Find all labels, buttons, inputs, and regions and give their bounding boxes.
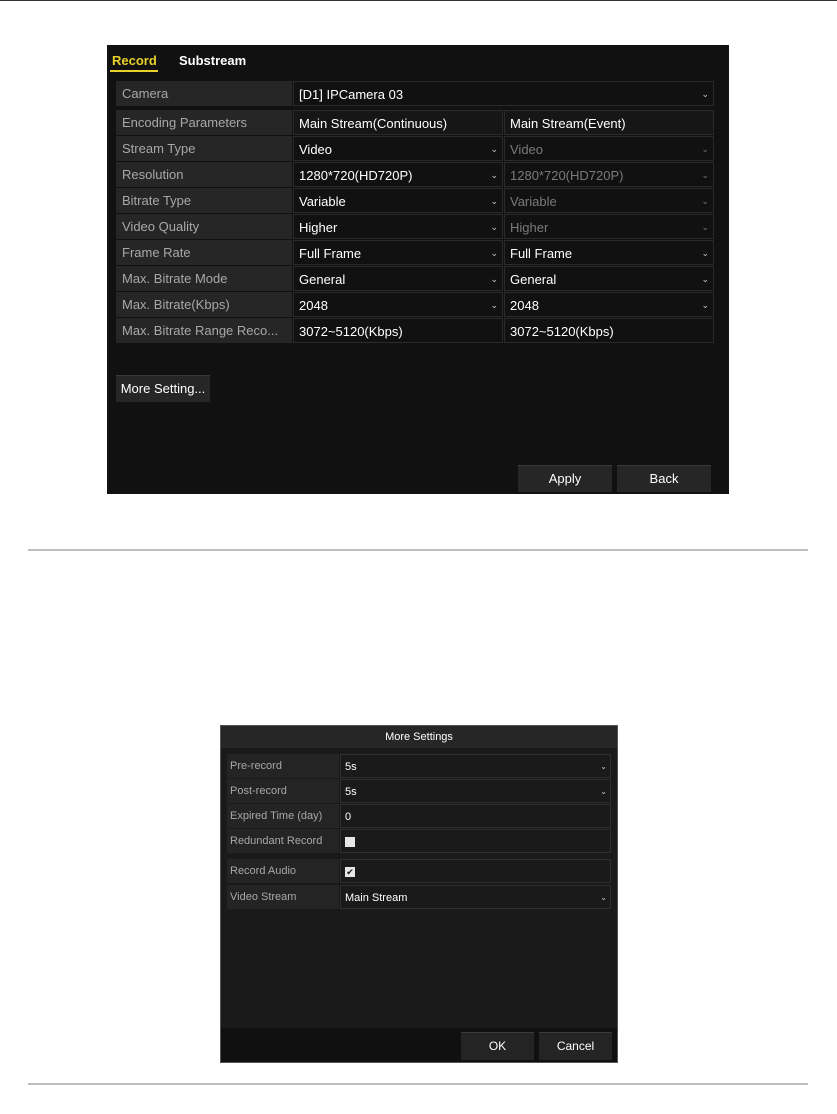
max-bitrate-mode-row <box>116 266 714 292</box>
max-bitrate-range-event-value: 3072~5120(Kbps) <box>504 318 714 343</box>
video-quality-event-value: Higher <box>510 220 549 235</box>
video-stream-select[interactable] <box>340 885 611 909</box>
redundant-record-label: Redundant Record <box>227 829 339 853</box>
resolution-continuous-select[interactable] <box>293 162 503 187</box>
video-quality-event-select <box>504 214 714 239</box>
resolution-event-value: 1280*720(HD720P) <box>510 168 624 183</box>
chevron-down-icon: ⌄ <box>490 196 498 206</box>
max-bitrate-mode-continuous-value: General <box>299 272 346 287</box>
max-bitrate-label: Max. Bitrate(Kbps) <box>116 292 292 317</box>
checkmark-icon: ✔ <box>346 867 354 877</box>
bitrate-type-label: Bitrate Type <box>116 188 292 213</box>
pre-record-label: Pre-record <box>227 754 339 778</box>
chevron-down-icon: ⌄ <box>600 893 607 902</box>
cancel-button[interactable]: Cancel <box>539 1032 612 1060</box>
max-bitrate-range-row <box>116 318 714 344</box>
main-stream-event-header: Main Stream(Event) <box>504 110 714 135</box>
tab-substream[interactable]: Substream <box>179 53 247 68</box>
chevron-down-icon: ⌄ <box>490 144 498 154</box>
frame-rate-continuous-select[interactable] <box>293 240 503 265</box>
bottom-divider <box>28 1083 808 1085</box>
chevron-down-icon: ⌄ <box>701 222 709 232</box>
stream-type-continuous-select[interactable] <box>293 136 503 161</box>
max-bitrate-continuous-select[interactable] <box>293 292 503 317</box>
frame-rate-row <box>116 240 714 266</box>
chevron-down-icon: ⌄ <box>600 787 607 796</box>
top-page-rule <box>0 0 837 1</box>
max-bitrate-range-continuous-value: 3072~5120(Kbps) <box>293 318 503 343</box>
post-record-row <box>227 779 611 804</box>
camera-select[interactable] <box>293 81 714 106</box>
dialog-footer <box>221 1028 617 1062</box>
record-audio-cell <box>340 859 611 883</box>
chevron-down-icon: ⌄ <box>490 248 498 258</box>
video-stream-row <box>227 885 611 910</box>
redundant-record-checkbox[interactable] <box>345 837 355 847</box>
post-record-value: 5s <box>345 786 357 798</box>
bitrate-type-continuous-select[interactable] <box>293 188 503 213</box>
bitrate-type-continuous-value: Variable <box>299 194 346 209</box>
frame-rate-label: Frame Rate <box>116 240 292 265</box>
chevron-down-icon: ⌄ <box>701 170 709 180</box>
chevron-down-icon: ⌄ <box>701 300 709 310</box>
max-bitrate-row <box>116 292 714 318</box>
max-bitrate-mode-label: Max. Bitrate Mode <box>116 266 292 291</box>
chevron-down-icon: ⌄ <box>701 248 709 258</box>
frame-rate-event-value: Full Frame <box>510 246 573 261</box>
ok-button[interactable]: OK <box>461 1032 534 1060</box>
bitrate-type-event-select <box>504 188 714 213</box>
chevron-down-icon: ⌄ <box>701 274 709 284</box>
redundant-record-row <box>227 829 611 854</box>
camera-row <box>116 81 714 107</box>
resolution-continuous-value: 1280*720(HD720P) <box>299 168 413 183</box>
more-settings-title: More Settings <box>221 726 617 748</box>
tab-bar <box>107 45 729 75</box>
max-bitrate-range-label: Max. Bitrate Range Reco... <box>116 318 292 343</box>
video-quality-row <box>116 214 714 240</box>
chevron-down-icon: ⌄ <box>600 762 607 771</box>
stream-type-continuous-value: Video <box>299 142 333 157</box>
stream-type-event-value: Video <box>510 142 544 157</box>
record-audio-checkbox[interactable] <box>345 867 355 877</box>
record-settings-panel <box>107 45 729 494</box>
camera-value: [D1] IPCamera 03 <box>299 87 404 102</box>
frame-rate-event-select[interactable] <box>504 240 714 265</box>
bitrate-type-row <box>116 188 714 214</box>
video-stream-value: Main Stream <box>345 892 408 904</box>
video-quality-continuous-select[interactable] <box>293 214 503 239</box>
chevron-down-icon: ⌄ <box>701 196 709 206</box>
post-record-label: Post-record <box>227 779 339 803</box>
pre-record-row <box>227 754 611 779</box>
max-bitrate-mode-event-value: General <box>510 272 557 287</box>
chevron-down-icon: ⌄ <box>490 300 498 310</box>
expired-time-row <box>227 804 611 829</box>
back-button[interactable]: Back <box>617 465 711 492</box>
expired-time-input[interactable]: 0 <box>340 804 611 828</box>
max-bitrate-mode-event-select[interactable] <box>504 266 714 291</box>
encoding-parameters-row <box>116 110 714 136</box>
bitrate-type-event-value: Variable <box>510 194 557 209</box>
section-divider <box>28 549 808 551</box>
post-record-select[interactable] <box>340 779 611 803</box>
main-stream-continuous-header: Main Stream(Continuous) <box>293 110 503 135</box>
pre-record-value: 5s <box>345 761 357 773</box>
pre-record-select[interactable] <box>340 754 611 778</box>
record-audio-label: Record Audio <box>227 859 339 883</box>
expired-time-label: Expired Time (day) <box>227 804 339 828</box>
redundant-record-cell <box>340 829 611 853</box>
resolution-event-select <box>504 162 714 187</box>
stream-type-label: Stream Type <box>116 136 292 161</box>
tab-record[interactable]: Record <box>112 53 157 68</box>
record-audio-row <box>227 859 611 884</box>
encoding-parameters-label: Encoding Parameters <box>116 110 292 135</box>
more-setting-button[interactable]: More Setting... <box>116 375 210 402</box>
chevron-down-icon: ⌄ <box>701 144 709 154</box>
frame-rate-continuous-value: Full Frame <box>299 246 362 261</box>
video-quality-continuous-value: Higher <box>299 220 338 235</box>
active-tab-underline <box>110 70 158 72</box>
max-bitrate-continuous-value: 2048 <box>299 298 328 313</box>
max-bitrate-mode-continuous-select[interactable] <box>293 266 503 291</box>
chevron-down-icon: ⌄ <box>490 170 498 180</box>
stream-type-row <box>116 136 714 162</box>
camera-label: Camera <box>116 81 292 106</box>
video-quality-label: Video Quality <box>116 214 292 239</box>
max-bitrate-event-select[interactable] <box>504 292 714 317</box>
more-settings-dialog <box>220 725 618 1063</box>
chevron-down-icon: ⌄ <box>490 274 498 284</box>
stream-type-event-select <box>504 136 714 161</box>
chevron-down-icon: ⌄ <box>701 89 709 99</box>
resolution-label: Resolution <box>116 162 292 187</box>
apply-button[interactable]: Apply <box>518 465 612 492</box>
video-stream-label: Video Stream <box>227 885 339 909</box>
chevron-down-icon: ⌄ <box>490 222 498 232</box>
resolution-row <box>116 162 714 188</box>
max-bitrate-event-value: 2048 <box>510 298 539 313</box>
